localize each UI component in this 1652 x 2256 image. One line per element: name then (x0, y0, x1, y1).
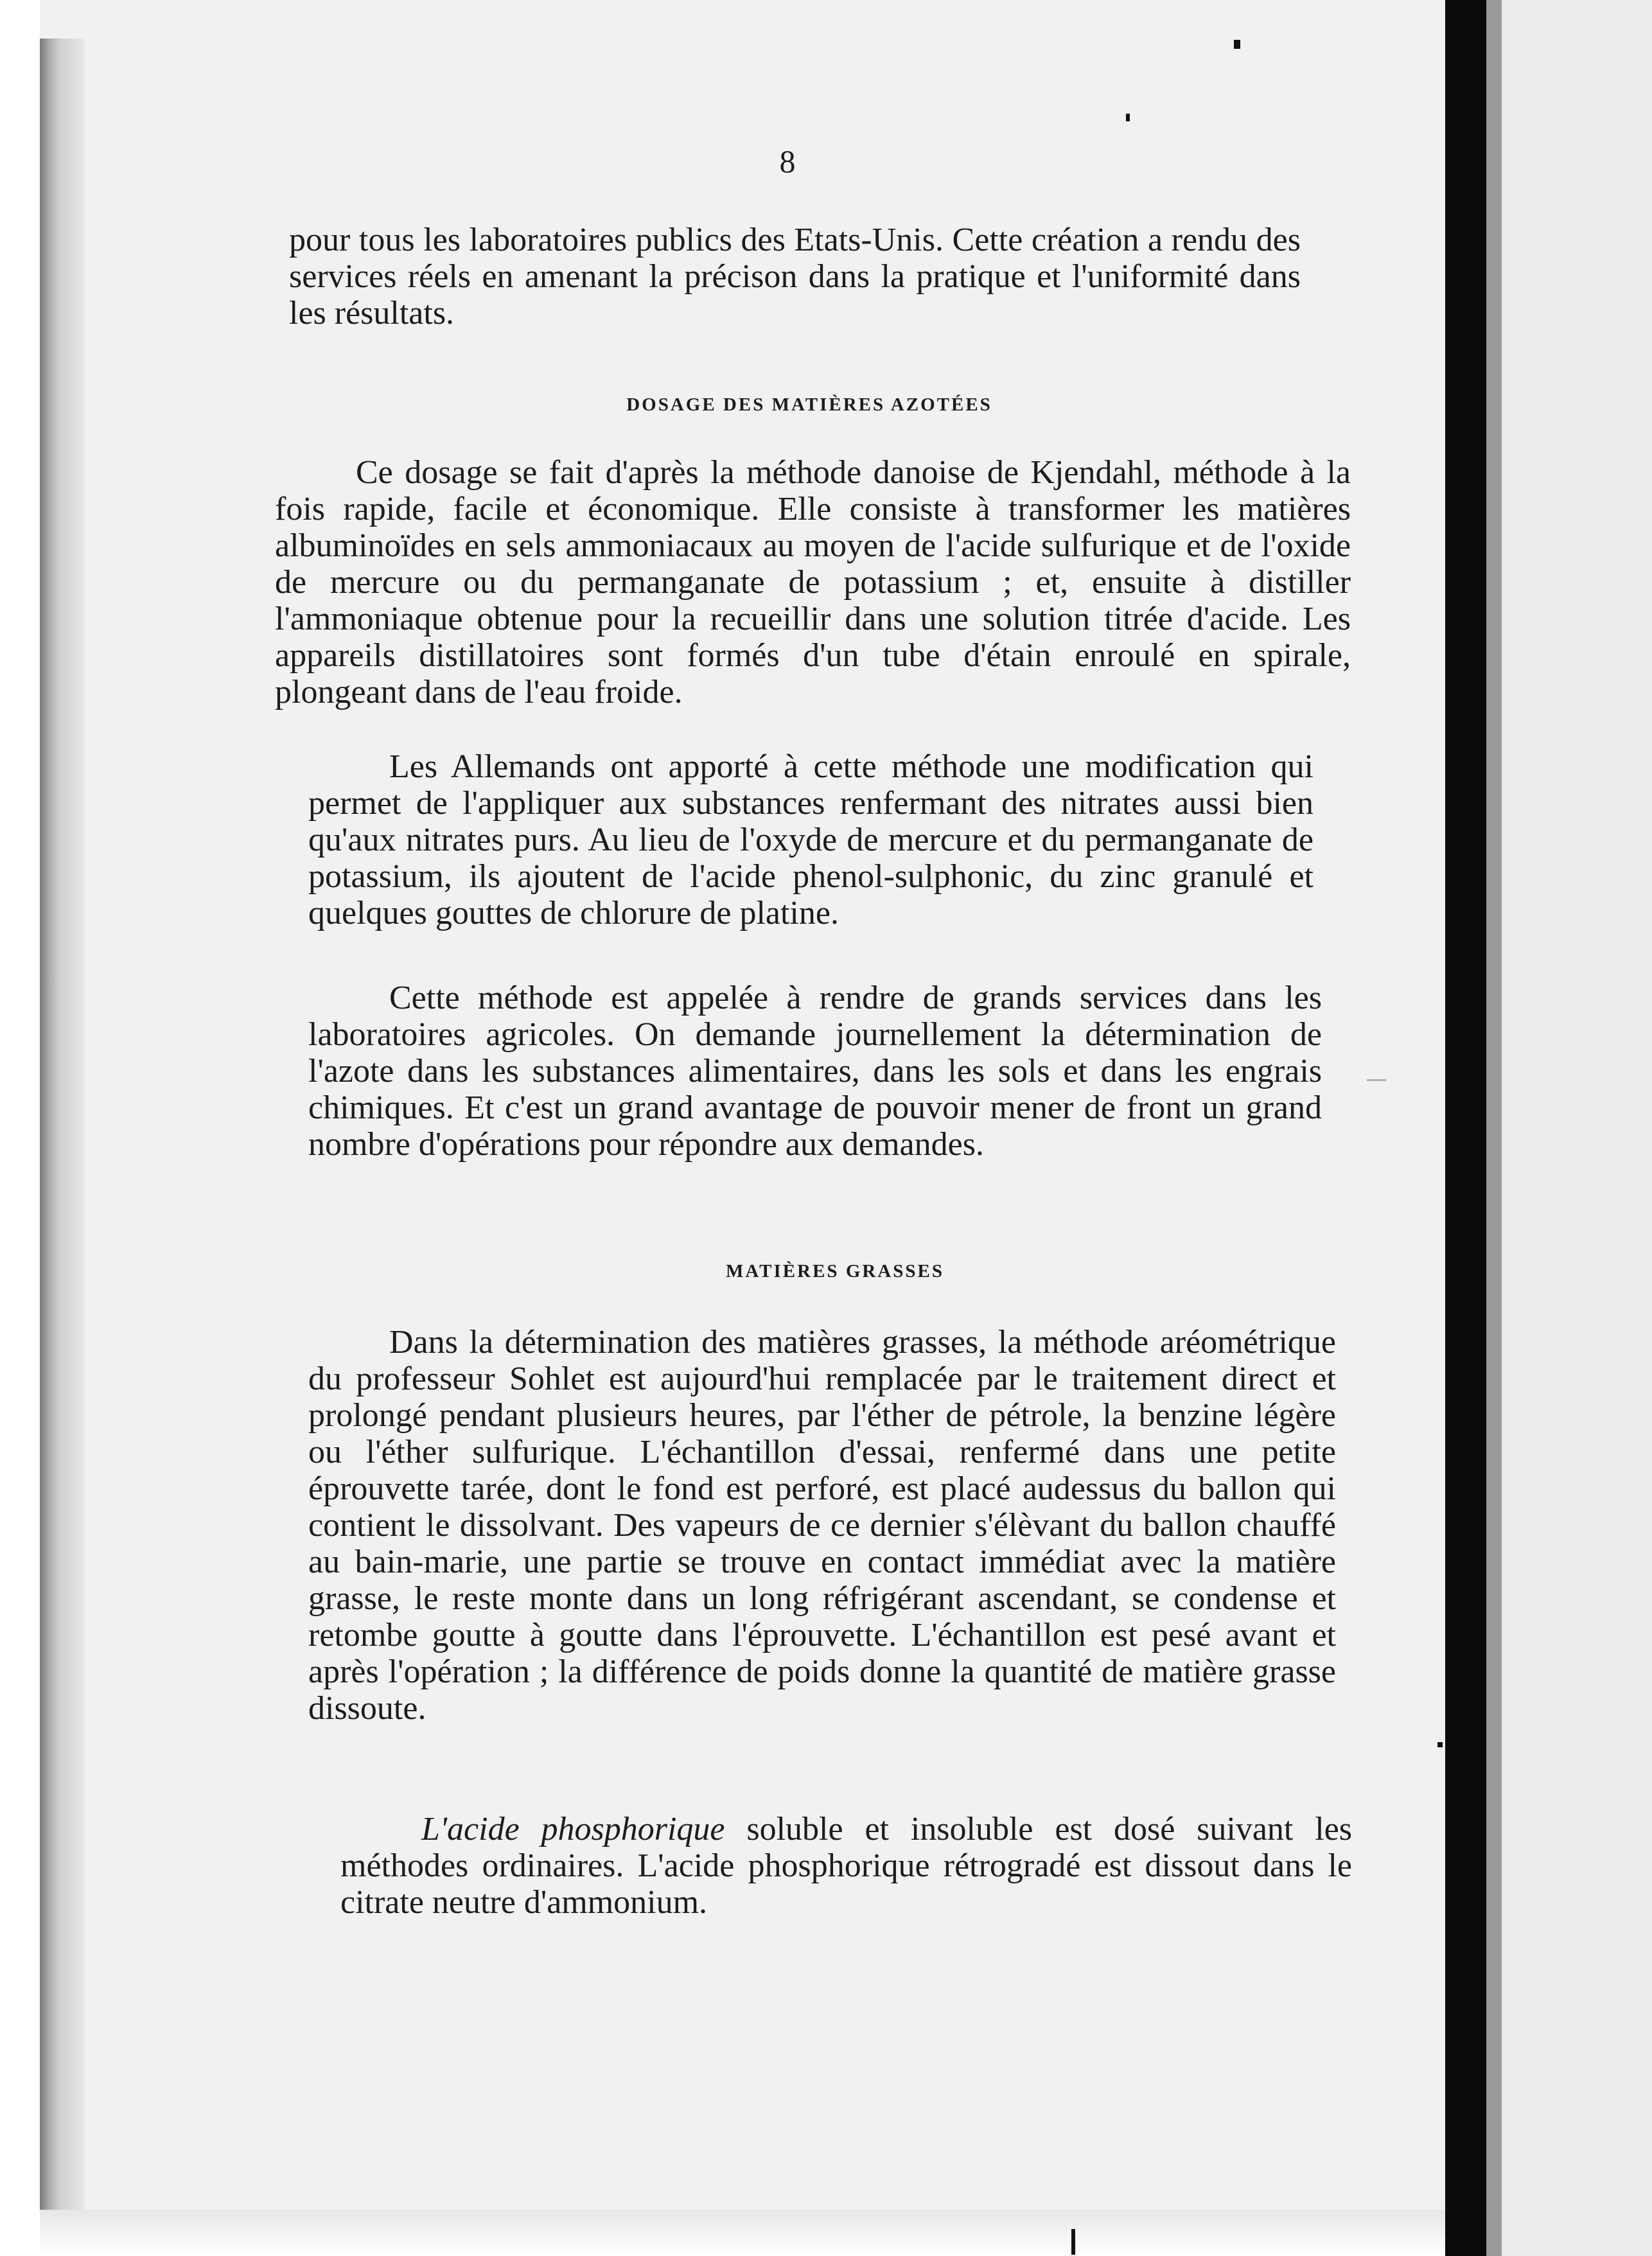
paragraph-grasses-text: Dans la détermination des matières grasses, la méthode aréométrique du professeur Sohlet est aujourd'hui remplacée par le traitement direct et prolongé pendant plusieurs heures, par l'éther de pétrole, la benzine légère ou l'éther sulfurique. L'échantillon d'essai, renfermé dans une petite éprouvette tarée, dont le fond est perforé, est placé audessus du ballon qui contient le dissolvant. Des vapeurs de ce dernier s'élèvant du ballon chauffé au bain-marie, une partie se trouve en contact immédiat avec la matière grasse, le reste monte dans un long réfrigérant ascendant, se condense et retombe goutte à goutte dans l'éprouvette. L'échantillon est pesé avant et après l'opération ; la différence de poids donne la quantité de matière grasse dissoute. (308, 1324, 1336, 1727)
paragraph-intro: pour tous les laboratoires publics des Etats-Unis. Cette création a rendu des services réels en amenant la précison dans la pratique et l'uniformité dans les résultats. (289, 222, 1301, 331)
page-number: 8 (779, 143, 796, 179)
adjacent-page-gutter (1486, 0, 1502, 2256)
page-bottom-shadow (40, 2210, 1446, 2256)
paragraph-allemands (308, 748, 1314, 931)
adjacent-page (1486, 0, 1652, 2256)
ink-speck (1126, 114, 1130, 121)
paragraph-phosphorique-text: soluble et insoluble est dosé suivant les méthodes ordinaires. L'acide phosphorique rétrogradé est dissout dans le citrate neutre d'ammonium. (340, 1811, 1352, 1921)
book-spine-shadow (1445, 0, 1486, 2256)
paragraph-allemands-text: Les Allemands ont apporté à cette méthode une modification qui permet de l'appliquer aux substances renfermant des nitrates aussi bien qu'aux nitrates purs. Au lieu de l'oxyde de mercure et du permanganate de potassium, ils ajoutent de l'acide phenol-sulphonic, du zinc granulé et quelques gouttes de chlorure de platine. (308, 748, 1314, 931)
paragraph-grasses (308, 1324, 1336, 1727)
paragraph-phosphorique (340, 1811, 1352, 1921)
paragraph-methode-text: Cette méthode est appelée à rendre de grands services dans les laboratoires agricoles. On demande journellement la détermination de l'azote dans les substances alimentaires, dans les sols et dans les engrais chimiques. Et c'est un grand avantage de pouvoir mener de front un grand nombre d'opérations pour répondre aux demandes. (308, 980, 1322, 1163)
section-heading-azotees: DOSAGE DES MATIÈRES AZOTÉES (626, 394, 992, 415)
ink-speck (1437, 1742, 1443, 1747)
paragraph-methode (308, 980, 1322, 1163)
ink-speck (1234, 40, 1240, 49)
ink-speck (1071, 2229, 1075, 2255)
paragraph-kjeldahl-text: Ce dosage se fait d'après la méthode danoise de Kjendahl, méthode à la fois rapide, facile et économique. Elle consiste à transformer les matières albuminoïdes en sels ammoniacaux au moyen de l'acide sulfurique et de l'oxide de mercure ou du permanganate de potassium ; et, ensuite à distiller l'ammoniaque obtenue pour la recueillir dans une solution titrée d'acide. Les appareils distillatoires sont formés d'un tube d'étain enroulé en spirale, plongeant dans de l'eau froide. (275, 454, 1351, 710)
page-binding-edge (40, 39, 85, 2216)
section-heading-grasses: MATIÈRES GRASSES (726, 1261, 944, 1282)
ink-speck (1367, 1079, 1386, 1081)
italic-lead: L'acide phosphorique (421, 1811, 725, 1847)
paragraph-kjeldahl (275, 454, 1351, 710)
